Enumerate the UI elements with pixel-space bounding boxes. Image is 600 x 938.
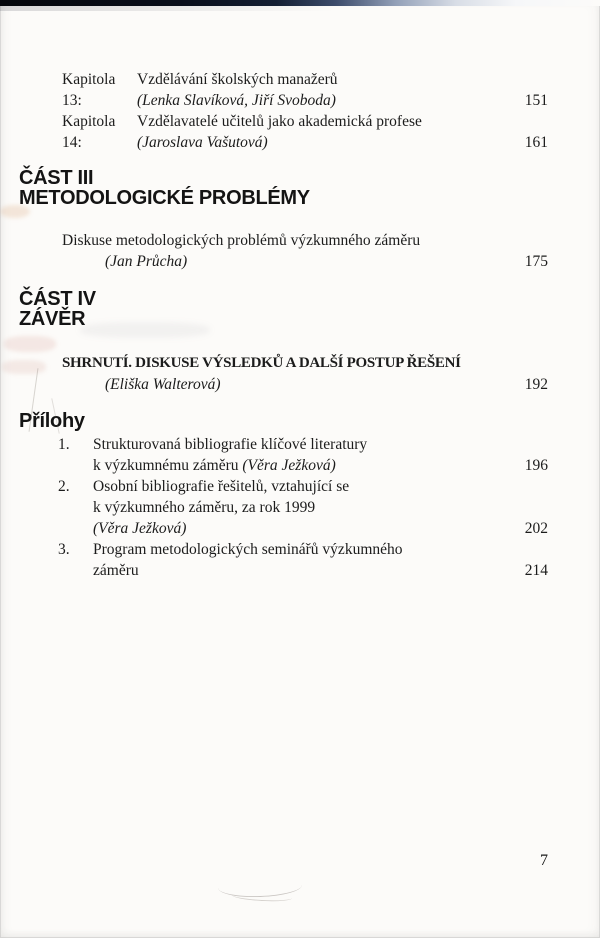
appendix-line: Strukturovaná bibliografie klíčové literatury xyxy=(93,436,368,453)
entry-authors: (Jan Průcha) xyxy=(105,253,188,270)
appendix-line: Program metodologických seminářů výzkumného xyxy=(93,541,403,558)
scan-pencil-mark xyxy=(218,875,303,899)
page-ref: 196 xyxy=(524,457,548,474)
appendix-body xyxy=(93,476,548,539)
part-title: METODOLOGICKÉ PROBLÉMY xyxy=(19,186,310,209)
appendix-number: 1. xyxy=(58,436,70,453)
part-iv-heading xyxy=(19,290,600,329)
appendix-line-row xyxy=(93,518,548,539)
page-ref: 175 xyxy=(524,253,548,270)
entry-title: Diskuse metodologických problémů výzkumného záměru xyxy=(62,232,421,249)
appendix-line-mixed xyxy=(93,455,336,476)
chapter-authors: (Lenka Slavíková, Jiří Svoboda) xyxy=(137,92,336,109)
appendix-line: k výzkumného záměru, za rok 1999 xyxy=(93,499,316,516)
part-number: ČÁST IV xyxy=(19,288,96,310)
appendix-item-2 xyxy=(58,476,548,539)
chapter-body xyxy=(137,69,548,111)
toc-chapter-13 xyxy=(62,69,548,111)
appendix-item-1 xyxy=(58,434,548,476)
appendix-line-row xyxy=(93,560,548,581)
page-ref: 151 xyxy=(524,92,548,109)
chapter-label: Kapitola 13: xyxy=(62,71,116,109)
folio-page-number: 7 xyxy=(540,852,548,869)
appendix-authors: (Věra Ježková) xyxy=(93,520,187,537)
appendix-authors: (Věra Ježková) xyxy=(242,457,336,474)
toc-entry-diskuse xyxy=(62,230,548,272)
appendix-body xyxy=(93,434,548,476)
chapter-authors: (Jaroslava Vašutová) xyxy=(137,134,268,151)
entry-authors: (Eliška Walterová) xyxy=(105,376,221,393)
part-iii-heading xyxy=(19,169,600,208)
part-title: ZÁVĚR xyxy=(19,307,86,330)
appendix-line-row xyxy=(93,455,548,476)
chapter-title: Vzdělávání školských manažerů xyxy=(137,71,338,88)
appendix-line-text: záměru xyxy=(93,562,139,579)
page-ref: 192 xyxy=(524,376,548,393)
entry-authors-row xyxy=(105,251,548,272)
appendix-number: 3. xyxy=(58,541,70,558)
chapter-title: Vzdělavatelé učitelů jako akademická profese xyxy=(137,113,422,130)
appendices-heading: Přílohy xyxy=(19,410,85,432)
page-ref: 161 xyxy=(524,134,548,151)
part-number: ČÁST III xyxy=(19,167,94,189)
chapter-body xyxy=(137,111,548,153)
page-ref: 202 xyxy=(524,520,548,537)
appendix-item-3 xyxy=(58,539,548,581)
appendix-body xyxy=(93,539,548,581)
toc-entry-shrnuti xyxy=(62,353,548,395)
entry-authors-row xyxy=(105,374,548,395)
appendix-line-text: k výzkumnému záměru xyxy=(93,457,243,474)
chapter-authors-row xyxy=(137,90,548,111)
appendix-number: 2. xyxy=(58,478,70,495)
entry-title: SHRNUTÍ. DISKUSE VÝSLEDKŮ A DALŠÍ POSTUP ŘEŠENÍ xyxy=(62,355,461,371)
chapter-label: Kapitola 14: xyxy=(62,113,116,151)
chapter-authors-row xyxy=(137,132,548,153)
scan-pencil-mark xyxy=(232,890,292,902)
appendix-line: Osobní bibliografie řešitelů, vztahující se xyxy=(93,478,350,495)
page-ref: 214 xyxy=(524,562,548,579)
toc-chapter-14 xyxy=(62,111,548,153)
